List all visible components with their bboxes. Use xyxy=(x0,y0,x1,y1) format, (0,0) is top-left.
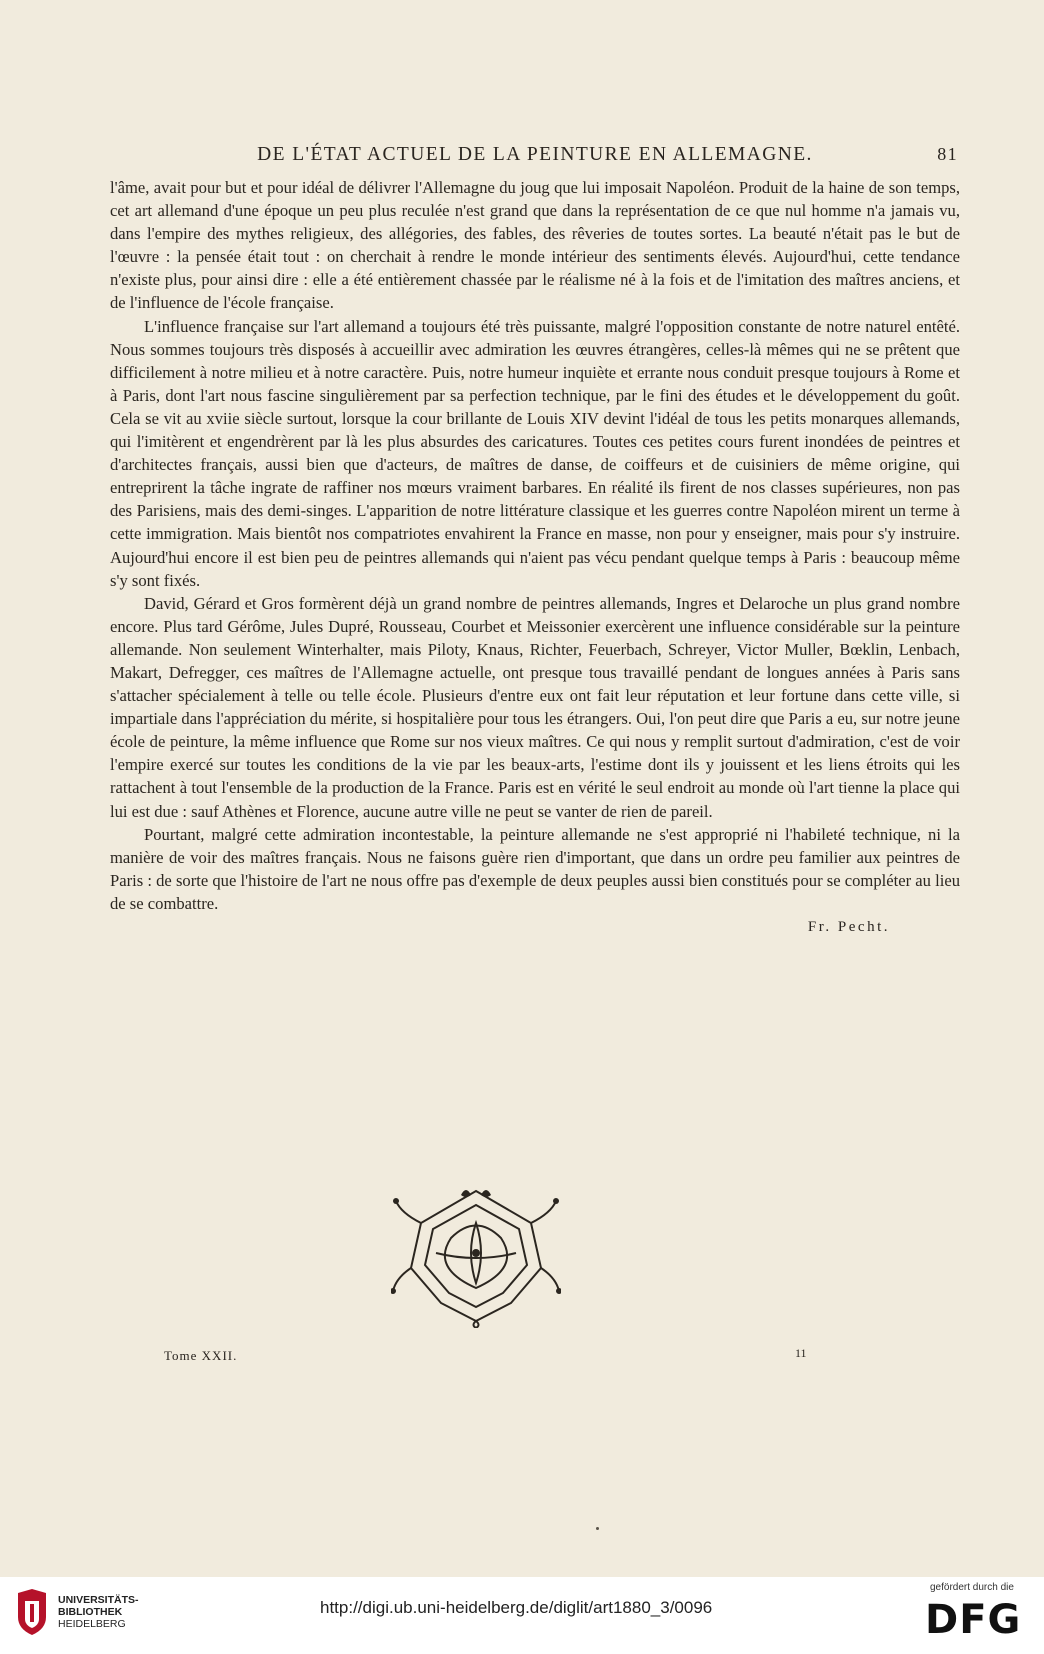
running-head xyxy=(110,140,960,176)
author-signature: Fr. Pecht. xyxy=(807,919,890,935)
ornament-vignette xyxy=(391,1183,561,1328)
paragraph-4: Pourtant, malgré cette admiration incontestable, la peinture allemande ne s'est approprié ni l'habileté technique, ni la manière de voir des maîtres français. Nous ne faisons guère rien d'important, que dans un ordre peu familier aux peintres de Paris : de sorte que l'histoire de l'art ne nous offre pas d'exemple de deux peuples aussi bien constitués pour se compléter au lieu de se combattre. xyxy=(110,824,960,913)
body-text xyxy=(110,176,960,915)
signature-mark: 11 xyxy=(795,1346,807,1360)
paragraph-2: L'influence française sur l'art allemand a toujours été très puissante, malgré l'opposition constante de notre naturel entêté. Nous sommes toujours très disposés à accueillir avec admiration les œuvres étrangères, celles-là mêmes qui ne se prêtent que difficilement à notre milieu et à notre caractère. Puis, notre humeur inquiète et errante nous conduit presque toujours à Rome et à Paris, dont l'art nous fascine singulièrement par sa perfection technique, par le fini des études et le développement du goût. Cela se vit au xviie siècle surtout, lorsque la cour brillante de Louis XIV devint l'idéal de tous les petits monarques allemands, qui l'imitèrent et engendrèrent par là les plus absurdes des caricatures. Toutes ces petites cours furent inondées de peintres et d'architectes français, aussi bien que d'acteurs, de maîtres de danse, de coiffeurs et de cuisiniers de même origine, qui entreprirent la tâche ingrate de raffiner nos mœurs vraiment barbares. En réalité ils firent de nos classes supérieures, non pas des Parisiens, mais des demi-singes. L'apparition de notre littérature classique et les guerres contre Napoléon mirent un terme à cette immigration. Mais bientôt nos compatriotes envahirent la France en masse, non pour y enseigner, mais pour s'y instruire. Aujourd'hui encore il est bien peu de peintres allemands qui n'aient pas vécu pendant quelque temps à Paris : beaucoup même s'y sont fixés. xyxy=(110,316,960,590)
paper-speck xyxy=(596,1527,599,1530)
volume-label: Tome XXII. xyxy=(164,1348,238,1363)
library-line-3: HEIDELBERG xyxy=(58,1618,126,1630)
dfg-logo: DFG xyxy=(925,1597,1022,1643)
permalink-url[interactable]: http://digi.ub.uni-heidelberg.de/diglit/art1880_3/0096 xyxy=(320,1598,713,1617)
university-seal-icon xyxy=(14,1589,50,1635)
library-name xyxy=(58,1594,139,1630)
library-line-2: BIBLIOTHEK xyxy=(58,1606,123,1618)
page-content xyxy=(110,140,960,936)
paragraph-3: David, Gérard et Gros formèrent déjà un grand nombre de peintres allemands, Ingres et Delaroche un plus grand nombre encore. Plus tard Gérôme, Jules Dupré, Rousseau, Courbet et Meissonier exercèrent une influence considérable sur la peinture allemande. Non seulement Winterhalter, mais Piloty, Knaus, Richter, Feuerbach, Schreyer, Victor Muller, Bœklin, Lenbach, Makart, Defregger, ces maîtres de l'Allemagne actuelle, ont presque tous travaillé pendant de longues années à Paris sans s'attacher spécialement à telle ou telle école. Plusieurs d'entre eux ont fait leur réputation et leur fortune dans cette ville, si impartiale dans l'appréciation du mérite, si hospitalière pour tous les étrangers. Oui, l'on peut dire que Paris a eu, sur notre jeune école de peinture, la même influence que Rome sur nos vieux maîtres. Ce qui nous y remplit surtout d'admiration, c'est de voir l'empire exercé sur toutes les conditions de la vie par les beaux-arts, l'estime dont ils y jouissent et les liens étroits qui les rattachent à tout l'ensemble de la production de la France. Paris est en vérité le seul endroit au monde où l'art tienne la place qui lui est due : sauf Athènes et Florence, aucune autre ville ne peut se vanter de rien de pareil. xyxy=(110,593,960,821)
page-number: 81 xyxy=(937,144,958,164)
dfg-funding-label: gefördert durch die xyxy=(930,1582,1014,1593)
library-line-1: UNIVERSITÄTS- xyxy=(58,1594,139,1606)
paragraph-1: l'âme, avait pour but et pour idéal de délivrer l'Allemagne du joug que lui imposait Napoléon. Produit de la haine de son temps, cet art allemand d'une époque un peu plus reculée n'est grand que dans la représentation de ce que nul homme n'a jamais vu, dans l'empire des mythes religieux, des allégories, des fables, des rêveries de toutes sortes. La beauté n'était pas le but de l'œuvre : la pensée était tout : on cherchait à rendre le monde intérieur des sentiments élevés. Aujourd'hui, cette tendance n'existe plus, pour ainsi dire : elle a été entièrement chassée par le réalisme né à la fois et de l'imitation des maîtres anciens, et de l'influence de l'école française. xyxy=(110,178,960,313)
running-head-title: DE L'ÉTAT ACTUEL DE LA PEINTURE EN ALLEMAGNE. xyxy=(257,144,813,165)
